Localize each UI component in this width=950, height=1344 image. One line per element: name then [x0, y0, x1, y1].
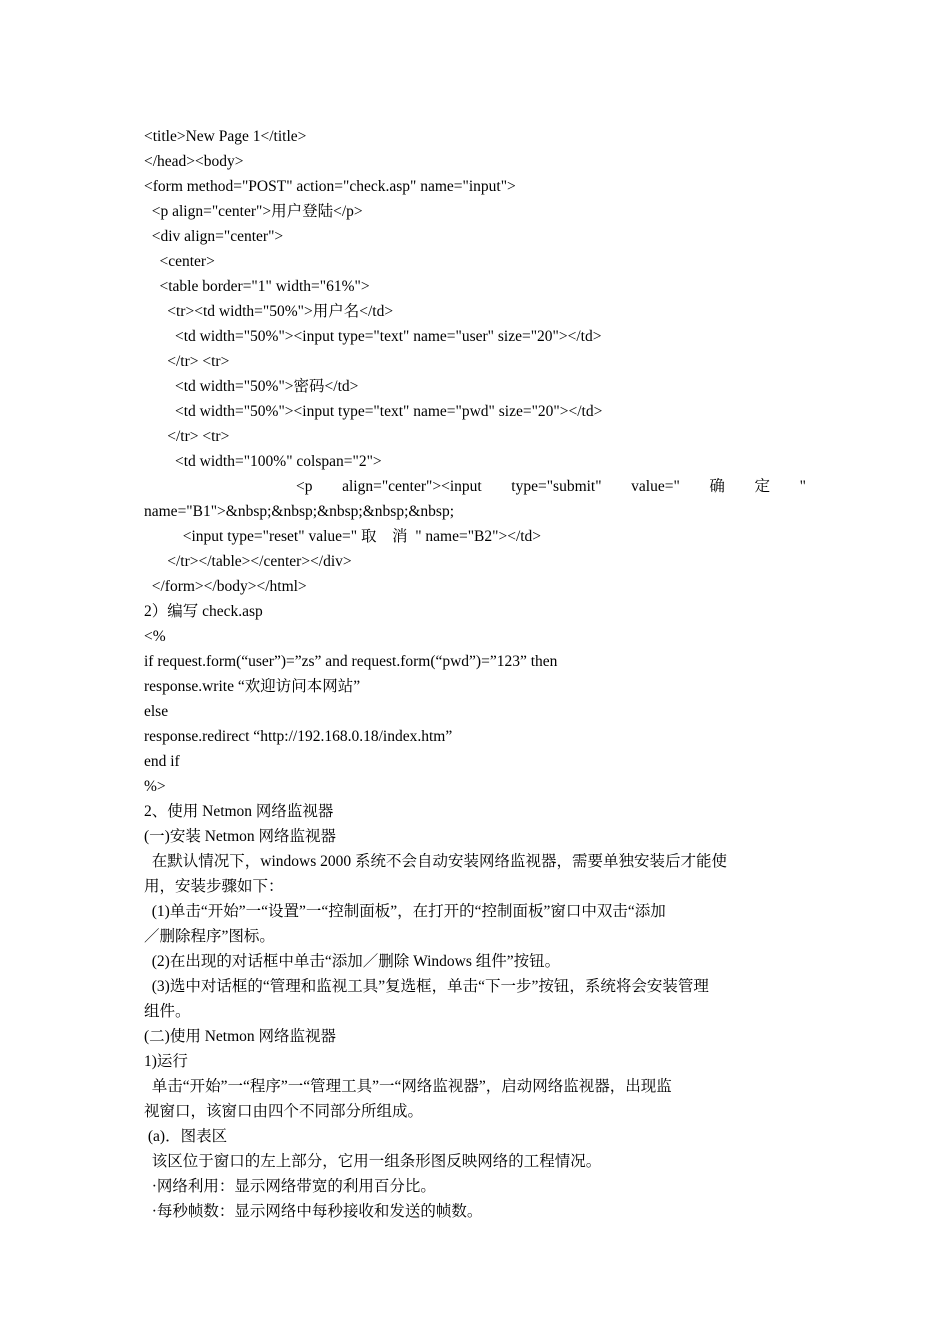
code-line: <table border="1" width="61%">: [144, 278, 370, 295]
bullet-item: ·网络利用：显示网络带宽的利用百分比。: [144, 1178, 436, 1195]
code-line: </form></body></html>: [144, 578, 307, 595]
step-line: (1)单击“开始”一“设置”一“控制面板”，在打开的“控制面板”窗口中双击“添加: [144, 903, 666, 920]
paragraph-line: 视窗口，该窗口由四个不同部分所组成。: [144, 1103, 424, 1120]
code-line: </head><body>: [144, 153, 244, 170]
code-line: <td width="100%" colspan="2">: [144, 453, 382, 470]
subsection-title: (二)使用 Netmon 网络监视器: [144, 1028, 337, 1045]
step-line: ／删除程序”图标。: [144, 928, 275, 945]
asp-code-line: <%: [144, 628, 166, 645]
code-line: </tr> <tr>: [144, 353, 230, 370]
justified-code-line: [144, 477, 806, 497]
subsection-title: 1)运行: [144, 1053, 188, 1070]
code-line: <div align="center">: [144, 228, 284, 245]
code-line: <td width="50%">密码</td>: [144, 378, 359, 395]
step-line: 组件。: [144, 1003, 191, 1020]
section-title: 2、使用 Netmon 网络监视器: [144, 803, 334, 820]
code-line: <center>: [144, 253, 215, 270]
code-token: 定: [754, 478, 771, 495]
code-line: <tr><td width="50%">用户名</td>: [144, 303, 394, 320]
asp-code-line: %>: [144, 778, 166, 795]
code-token: value=": [631, 478, 680, 495]
code-token: ": [799, 478, 806, 495]
asp-code-line: response.redirect “http://192.168.0.18/index.htm”: [144, 728, 453, 745]
step-line: (3)选中对话框的“管理和监视工具”复选框，单击“下一步”按钮，系统将会安装管理: [144, 978, 709, 995]
code-line: <title>New Page 1</title>: [144, 128, 307, 145]
paragraph-line: 单击“开始”一“程序”一“管理工具”一“网络监视器”，启动网络监视器，出现监: [144, 1078, 672, 1095]
code-token: <p: [296, 478, 313, 495]
code-line: </tr></table></center></div>: [144, 553, 352, 570]
asp-code-line: end if: [144, 753, 180, 770]
justified-code-block: [144, 477, 806, 497]
asp-code-line: if request.form(“user”)=”zs” and request.form(“pwd”)=”123” then: [144, 653, 558, 670]
code-token: type="submit": [511, 478, 602, 495]
code-line: </tr> <tr>: [144, 428, 230, 445]
asp-code-line: response.write “欢迎访问本网站”: [144, 678, 361, 695]
code-line: <input type="reset" value=" 取 消 " name="B2"></td>: [144, 528, 542, 545]
subsection-title: (一)安装 Netmon 网络监视器: [144, 828, 337, 845]
code-line: <p align="center">用户登陆</p>: [144, 203, 363, 220]
code-token: align="center"><input: [342, 478, 482, 495]
step-heading: 2）编写 check.asp: [144, 603, 263, 620]
code-line: <td width="50%"><input type="text" name="pwd" size="20"></td>: [144, 403, 603, 420]
code-line: name="B1">&nbsp;&nbsp;&nbsp;&nbsp;&nbsp;: [144, 503, 455, 520]
asp-code-line: else: [144, 703, 169, 720]
code-line: <form method="POST" action="check.asp" name="input">: [144, 178, 516, 195]
paragraph-line: 该区位于窗口的左上部分，它用一组条形图反映网络的工程情况。: [144, 1153, 602, 1170]
area-title: (a)．图表区: [144, 1128, 228, 1145]
code-token: 确: [709, 478, 725, 495]
code-line: <td width="50%"><input type="text" name="user" size="20"></td>: [144, 328, 602, 345]
bullet-item: ·每秒帧数：显示网络中每秒接收和发送的帧数。: [144, 1203, 483, 1220]
paragraph-line: 在默认情况下，windows 2000 系统不会自动安装网络监视器，需要单独安装后才能使: [144, 853, 727, 870]
paragraph-line: 用，安装步骤如下：: [144, 878, 284, 895]
step-line: (2)在出现的对话框中单击“添加／删除 Windows 组件”按钮。: [144, 953, 561, 970]
